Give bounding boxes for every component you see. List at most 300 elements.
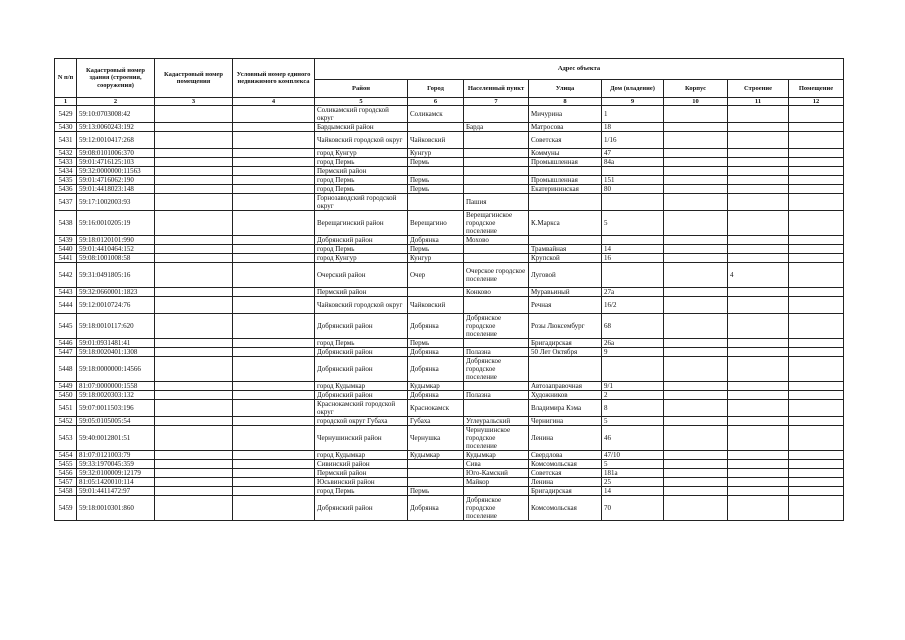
building-cell <box>728 460 789 469</box>
city-cell: Кунгур <box>408 149 464 158</box>
table-row <box>55 426 844 451</box>
room-cell <box>789 149 844 158</box>
district-cell: Добрянский район <box>315 391 408 400</box>
street-cell: Советская <box>529 132 602 149</box>
column-number: 5 <box>315 98 408 106</box>
cadastral-room-cell <box>155 460 233 469</box>
block-cell <box>664 469 728 478</box>
building-cell: 4 <box>728 263 789 288</box>
table-row <box>55 496 844 521</box>
building-cell <box>728 478 789 487</box>
city-cell: Кунгур <box>408 254 464 263</box>
column-number: 12 <box>789 98 844 106</box>
table-row <box>55 106 844 123</box>
header-conditional-number: Условный номер единого недвижимого комплекса <box>233 59 315 98</box>
cadastral-building-cell: 59:12:0010724:76 <box>77 297 155 314</box>
street-cell: Муравьиный <box>529 288 602 297</box>
house-cell: 5 <box>602 211 664 236</box>
settlement-cell <box>464 158 529 167</box>
district-cell: город Кунгур <box>315 149 408 158</box>
building-cell <box>728 158 789 167</box>
cadastral-room-cell <box>155 194 233 211</box>
city-cell: Чайковский <box>408 132 464 149</box>
room-cell <box>789 426 844 451</box>
conditional-number-cell <box>233 194 315 211</box>
cadastral-room-cell <box>155 288 233 297</box>
row-number: 5435 <box>55 176 77 185</box>
block-cell <box>664 426 728 451</box>
building-cell <box>728 167 789 176</box>
table-row <box>55 478 844 487</box>
city-cell: Чайковский <box>408 297 464 314</box>
row-number: 5457 <box>55 478 77 487</box>
block-cell <box>664 185 728 194</box>
settlement-cell <box>464 176 529 185</box>
district-cell: Добрянский район <box>315 357 408 382</box>
conditional-number-cell <box>233 487 315 496</box>
block-cell <box>664 391 728 400</box>
block-cell <box>664 478 728 487</box>
conditional-number-cell <box>233 297 315 314</box>
cadastral-room-cell <box>155 263 233 288</box>
cadastral-building-cell: 59:01:4410464:152 <box>77 245 155 254</box>
street-cell: Советская <box>529 469 602 478</box>
room-cell <box>789 236 844 245</box>
conditional-number-cell <box>233 426 315 451</box>
cadastral-room-cell <box>155 496 233 521</box>
room-cell <box>789 417 844 426</box>
row-number: 5432 <box>55 149 77 158</box>
district-cell: Бардымский район <box>315 123 408 132</box>
settlement-cell: Углеуральский <box>464 417 529 426</box>
room-cell <box>789 400 844 417</box>
city-cell: Добрянка <box>408 391 464 400</box>
street-cell <box>529 194 602 211</box>
building-cell <box>728 426 789 451</box>
building-cell <box>728 357 789 382</box>
column-number: 1 <box>55 98 77 106</box>
street-cell: Ленина <box>529 478 602 487</box>
block-cell <box>664 236 728 245</box>
cadastral-room-cell <box>155 451 233 460</box>
header-block: Корпус <box>664 79 728 97</box>
block-cell <box>664 106 728 123</box>
district-cell: Добрянский район <box>315 314 408 339</box>
cadastral-building-cell: 59:13:0060243:192 <box>77 123 155 132</box>
conditional-number-cell <box>233 132 315 149</box>
cadastral-building-cell: 59:18:0120101:990 <box>77 236 155 245</box>
room-cell <box>789 158 844 167</box>
street-cell: Промышленная <box>529 158 602 167</box>
registry-table <box>54 58 844 521</box>
settlement-cell <box>464 254 529 263</box>
block-cell <box>664 167 728 176</box>
district-cell: Добрянский район <box>315 348 408 357</box>
block-cell <box>664 176 728 185</box>
district-cell: город Пермь <box>315 176 408 185</box>
district-cell: Очерский район <box>315 263 408 288</box>
column-number: 3 <box>155 98 233 106</box>
building-cell <box>728 185 789 194</box>
table-header <box>55 59 844 106</box>
settlement-cell: Юго-Камский <box>464 469 529 478</box>
settlement-cell <box>464 297 529 314</box>
street-cell: Свердлова <box>529 451 602 460</box>
settlement-cell <box>464 106 529 123</box>
room-cell <box>789 357 844 382</box>
city-cell <box>408 288 464 297</box>
block-cell <box>664 132 728 149</box>
column-number: 10 <box>664 98 728 106</box>
row-number: 5450 <box>55 391 77 400</box>
house-cell: 16 <box>602 254 664 263</box>
cadastral-room-cell <box>155 185 233 194</box>
column-number: 2 <box>77 98 155 106</box>
table-row <box>55 176 844 185</box>
house-cell <box>602 167 664 176</box>
house-cell: 16/2 <box>602 297 664 314</box>
district-cell: Добрянский район <box>315 236 408 245</box>
conditional-number-cell <box>233 478 315 487</box>
cadastral-room-cell <box>155 132 233 149</box>
house-cell: 8 <box>602 400 664 417</box>
street-cell: Матросова <box>529 123 602 132</box>
table-row <box>55 185 844 194</box>
street-cell: Розы Люксембург <box>529 314 602 339</box>
column-number: 4 <box>233 98 315 106</box>
city-cell: Добрянка <box>408 314 464 339</box>
building-cell <box>728 106 789 123</box>
house-cell: 14 <box>602 487 664 496</box>
block-cell <box>664 245 728 254</box>
district-cell: Добрянский район <box>315 496 408 521</box>
street-cell: 50 Лет Октября <box>529 348 602 357</box>
house-cell <box>602 357 664 382</box>
row-number: 5441 <box>55 254 77 263</box>
street-cell: Ленина <box>529 426 602 451</box>
city-cell: Пермь <box>408 339 464 348</box>
block-cell <box>664 451 728 460</box>
conditional-number-cell <box>233 236 315 245</box>
settlement-cell: Добрянское городское поселение <box>464 314 529 339</box>
settlement-cell <box>464 382 529 391</box>
house-cell: 18 <box>602 123 664 132</box>
table-row <box>55 236 844 245</box>
cadastral-building-cell: 59:40:0012801:51 <box>77 426 155 451</box>
house-cell: 9 <box>602 348 664 357</box>
building-cell <box>728 339 789 348</box>
conditional-number-cell <box>233 496 315 521</box>
cadastral-building-cell: 59:18:0020401:1308 <box>77 348 155 357</box>
building-cell <box>728 254 789 263</box>
room-cell <box>789 297 844 314</box>
building-cell <box>728 417 789 426</box>
conditional-number-cell <box>233 417 315 426</box>
settlement-cell: Кудымкар <box>464 451 529 460</box>
district-cell: город Кунгур <box>315 254 408 263</box>
block-cell <box>664 382 728 391</box>
street-cell: Мичурина <box>529 106 602 123</box>
settlement-cell: Добрянское городское поселение <box>464 496 529 521</box>
cadastral-room-cell <box>155 149 233 158</box>
house-cell: 5 <box>602 460 664 469</box>
settlement-cell: Чернушинское городское поселение <box>464 426 529 451</box>
city-cell: Пермь <box>408 245 464 254</box>
table-row <box>55 123 844 132</box>
block-cell <box>664 400 728 417</box>
settlement-cell <box>464 400 529 417</box>
cadastral-building-cell: 59:12:0010417:268 <box>77 132 155 149</box>
building-cell <box>728 123 789 132</box>
district-cell: Чернушинский район <box>315 426 408 451</box>
cadastral-building-cell: 59:18:0010301:860 <box>77 496 155 521</box>
house-cell: 25 <box>602 478 664 487</box>
district-cell: город Пермь <box>315 487 408 496</box>
row-number: 5445 <box>55 314 77 339</box>
city-cell: Пермь <box>408 185 464 194</box>
table-row <box>55 149 844 158</box>
room-cell <box>789 382 844 391</box>
block-cell <box>664 417 728 426</box>
conditional-number-cell <box>233 288 315 297</box>
house-cell: 1/16 <box>602 132 664 149</box>
settlement-cell <box>464 149 529 158</box>
house-cell: 70 <box>602 496 664 521</box>
room-cell <box>789 132 844 149</box>
document-page <box>54 58 844 521</box>
room-cell <box>789 478 844 487</box>
cadastral-building-cell: 59:18:0020303:132 <box>77 391 155 400</box>
street-cell: Комсомольская <box>529 460 602 469</box>
building-cell <box>728 391 789 400</box>
district-cell: Сивинский район <box>315 460 408 469</box>
building-cell <box>728 149 789 158</box>
house-cell: 46 <box>602 426 664 451</box>
city-cell: Верещагино <box>408 211 464 236</box>
conditional-number-cell <box>233 400 315 417</box>
district-cell: город Пермь <box>315 185 408 194</box>
house-cell: 84а <box>602 158 664 167</box>
house-cell <box>602 236 664 245</box>
cadastral-building-cell: 59:01:0931481:41 <box>77 339 155 348</box>
table-row <box>55 245 844 254</box>
settlement-cell: Майкор <box>464 478 529 487</box>
building-cell <box>728 469 789 478</box>
header-num: N п/п <box>55 59 77 98</box>
house-cell: 14 <box>602 245 664 254</box>
house-cell: 2 <box>602 391 664 400</box>
cadastral-room-cell <box>155 357 233 382</box>
house-cell: 27а <box>602 288 664 297</box>
table-row <box>55 211 844 236</box>
cadastral-room-cell <box>155 382 233 391</box>
cadastral-room-cell <box>155 478 233 487</box>
conditional-number-cell <box>233 167 315 176</box>
header-settlement: Населенный пункт <box>464 79 529 97</box>
cadastral-room-cell <box>155 391 233 400</box>
table-row <box>55 158 844 167</box>
district-cell: Верещагинский район <box>315 211 408 236</box>
row-number: 5454 <box>55 451 77 460</box>
settlement-cell: Сива <box>464 460 529 469</box>
conditional-number-cell <box>233 391 315 400</box>
row-number: 5436 <box>55 185 77 194</box>
settlement-cell <box>464 339 529 348</box>
row-number: 5444 <box>55 297 77 314</box>
block-cell <box>664 263 728 288</box>
row-number: 5438 <box>55 211 77 236</box>
room-cell <box>789 348 844 357</box>
house-cell: 151 <box>602 176 664 185</box>
table-body <box>55 106 844 521</box>
cadastral-building-cell: 81:07:0000000:1558 <box>77 382 155 391</box>
settlement-cell <box>464 487 529 496</box>
street-cell: Бригадирская <box>529 487 602 496</box>
conditional-number-cell <box>233 211 315 236</box>
cadastral-room-cell <box>155 158 233 167</box>
settlement-cell <box>464 185 529 194</box>
city-cell: Пермь <box>408 176 464 185</box>
room-cell <box>789 391 844 400</box>
city-cell: Краснокамск <box>408 400 464 417</box>
street-cell: Художников <box>529 391 602 400</box>
header-room: Помещение <box>789 79 844 97</box>
row-number: 5439 <box>55 236 77 245</box>
room-cell <box>789 167 844 176</box>
street-cell: Луговой <box>529 263 602 288</box>
district-cell: Юсьвинский район <box>315 478 408 487</box>
table-row <box>55 487 844 496</box>
conditional-number-cell <box>233 254 315 263</box>
building-cell <box>728 297 789 314</box>
block-cell <box>664 348 728 357</box>
row-number: 5446 <box>55 339 77 348</box>
row-number: 5447 <box>55 348 77 357</box>
cadastral-room-cell <box>155 348 233 357</box>
city-cell <box>408 123 464 132</box>
street-cell <box>529 357 602 382</box>
cadastral-building-cell: 59:10:0703008:42 <box>77 106 155 123</box>
house-cell: 80 <box>602 185 664 194</box>
conditional-number-cell <box>233 123 315 132</box>
conditional-number-cell <box>233 106 315 123</box>
row-number: 5429 <box>55 106 77 123</box>
house-cell: 5 <box>602 417 664 426</box>
row-number: 5431 <box>55 132 77 149</box>
cadastral-room-cell <box>155 314 233 339</box>
building-cell <box>728 382 789 391</box>
building-cell <box>728 194 789 211</box>
column-number: 11 <box>728 98 789 106</box>
street-cell: Бригадирская <box>529 339 602 348</box>
city-cell: Очер <box>408 263 464 288</box>
room-cell <box>789 469 844 478</box>
city-cell: Кудымкар <box>408 451 464 460</box>
cadastral-building-cell: 59:08:1001008:58 <box>77 254 155 263</box>
district-cell: город Пермь <box>315 158 408 167</box>
settlement-cell: Конково <box>464 288 529 297</box>
row-number: 5452 <box>55 417 77 426</box>
row-number: 5449 <box>55 382 77 391</box>
cadastral-room-cell <box>155 469 233 478</box>
city-cell <box>408 167 464 176</box>
district-cell: город Пермь <box>315 245 408 254</box>
cadastral-building-cell: 81:07:0121003:79 <box>77 451 155 460</box>
room-cell <box>789 263 844 288</box>
house-cell <box>602 194 664 211</box>
room-cell <box>789 211 844 236</box>
city-cell: Чернушка <box>408 426 464 451</box>
house-cell: 47/10 <box>602 451 664 460</box>
block-cell <box>664 297 728 314</box>
settlement-cell <box>464 167 529 176</box>
room-cell <box>789 176 844 185</box>
building-cell <box>728 236 789 245</box>
row-number: 5442 <box>55 263 77 288</box>
settlement-cell: Очерское городское поселение <box>464 263 529 288</box>
cadastral-room-cell <box>155 167 233 176</box>
room-cell <box>789 185 844 194</box>
table-row <box>55 288 844 297</box>
city-cell <box>408 194 464 211</box>
room-cell <box>789 254 844 263</box>
city-cell: Добрянка <box>408 357 464 382</box>
street-cell: Речная <box>529 297 602 314</box>
room-cell <box>789 451 844 460</box>
street-cell <box>529 236 602 245</box>
table-row <box>55 469 844 478</box>
block-cell <box>664 314 728 339</box>
city-cell: Губаха <box>408 417 464 426</box>
city-cell: Добрянка <box>408 348 464 357</box>
city-cell: Пермь <box>408 158 464 167</box>
table-row <box>55 391 844 400</box>
room-cell <box>789 106 844 123</box>
building-cell <box>728 487 789 496</box>
cadastral-building-cell: 59:08:0101006:370 <box>77 149 155 158</box>
building-cell <box>728 211 789 236</box>
city-cell <box>408 460 464 469</box>
room-cell <box>789 123 844 132</box>
cadastral-room-cell <box>155 211 233 236</box>
building-cell <box>728 496 789 521</box>
settlement-cell: Добрянское городское поселение <box>464 357 529 382</box>
row-number: 5455 <box>55 460 77 469</box>
block-cell <box>664 211 728 236</box>
block-cell <box>664 496 728 521</box>
house-cell: 68 <box>602 314 664 339</box>
conditional-number-cell <box>233 176 315 185</box>
building-cell <box>728 176 789 185</box>
house-cell: 181а <box>602 469 664 478</box>
room-cell <box>789 487 844 496</box>
conditional-number-cell <box>233 469 315 478</box>
table-row <box>55 194 844 211</box>
row-number: 5433 <box>55 158 77 167</box>
cadastral-room-cell <box>155 176 233 185</box>
cadastral-building-cell: 59:31:0491805:16 <box>77 263 155 288</box>
cadastral-building-cell: 59:17:1002003:93 <box>77 194 155 211</box>
table-row <box>55 254 844 263</box>
table-row <box>55 297 844 314</box>
house-cell: 9/1 <box>602 382 664 391</box>
block-cell <box>664 194 728 211</box>
room-cell <box>789 245 844 254</box>
cadastral-building-cell: 59:07:0011503:196 <box>77 400 155 417</box>
header-house: Дом (владение) <box>602 79 664 97</box>
conditional-number-cell <box>233 451 315 460</box>
row-number: 5459 <box>55 496 77 521</box>
